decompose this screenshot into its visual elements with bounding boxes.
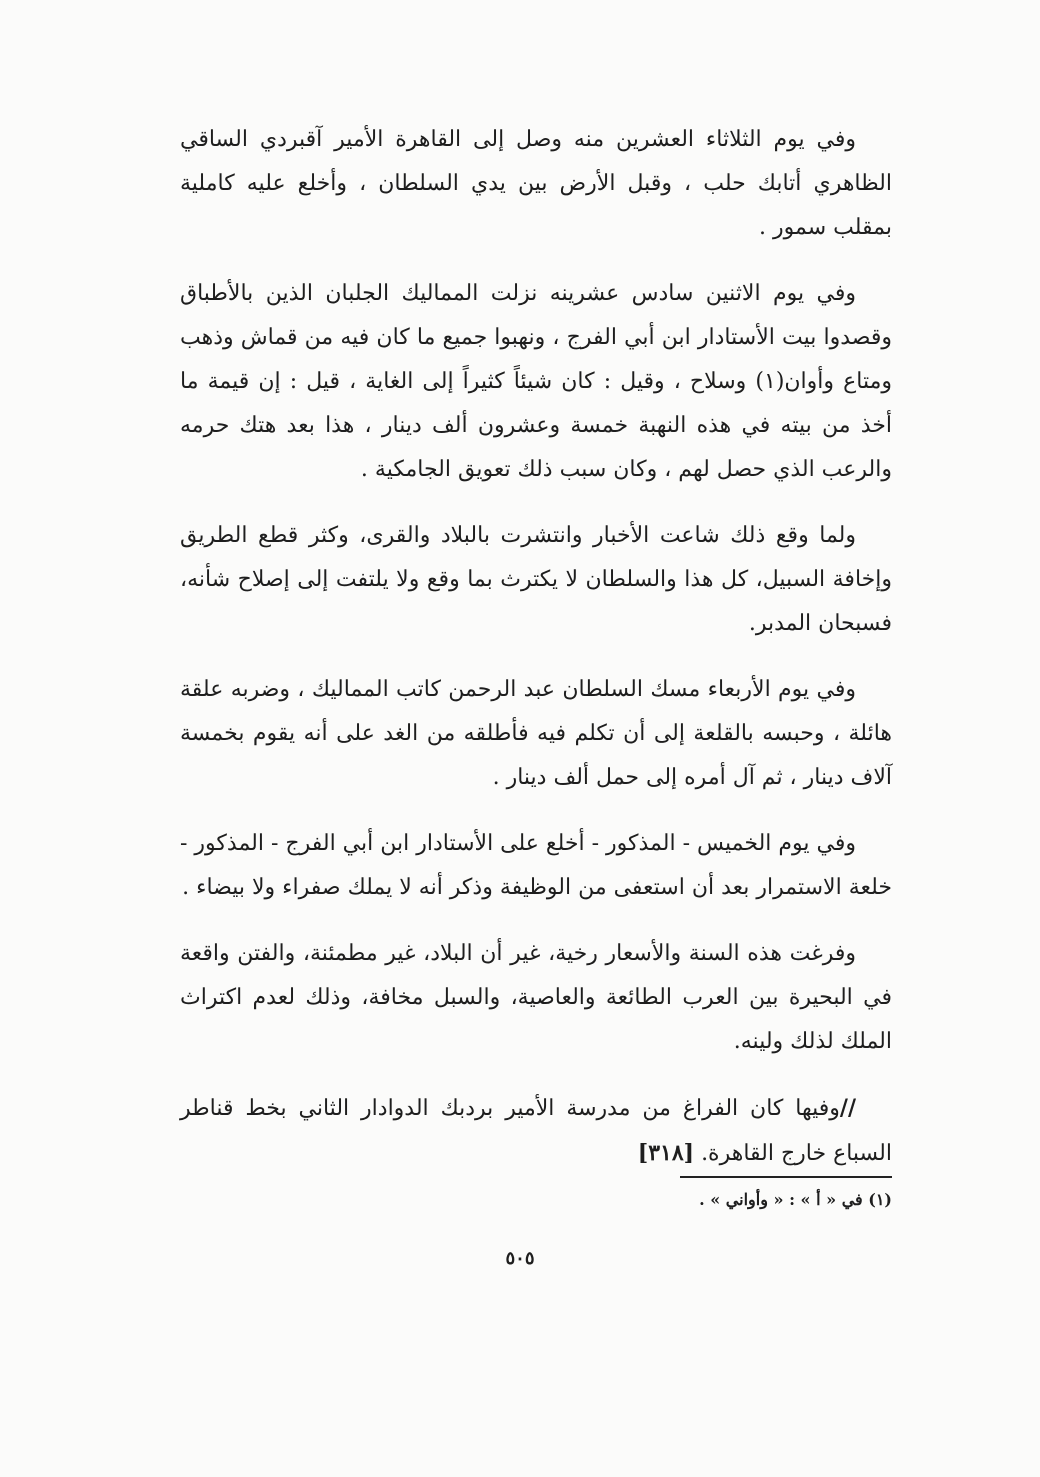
paragraph-marker: //: [839, 1095, 856, 1121]
page-number: ٥٠٥: [505, 1248, 535, 1269]
footnote-separator: [680, 1176, 892, 1178]
paragraph-3: ولما وقع ذلك شاعت الأخبار وانتشرت بالبلاد والقرى، وكثر قطع الطريق وإخافة السبيل، كل هذا والسلطان لا يكترث بما وقع ولا يلتفت إلى إصلاح شأنه، فسبحان المدبر.: [180, 523, 892, 636]
page-body: [180, 118, 892, 1198]
footnote: (١) في « أ » : « وأواني » .: [699, 1190, 892, 1209]
paragraph-5: وفي يوم الخميس - المذكور - أخلع على الأستادار ابن أبي الفرج - المذكور - خلعة الاستمرار بعد أن استعفى من الوظيفة وذكر أنه لا يملك صفراء ولا بيضاء .: [180, 831, 892, 900]
paragraph-7: [180, 1086, 892, 1176]
paragraph-1: وفي يوم الثلاثاء العشرين منه وصل إلى القاهرة الأمير آقبردي الساقي الظاهري أتابك حلب ، وقبل الأرض بين يدي السلطان ، وأخلع عليه كاملية بمقلب سمور .: [180, 127, 892, 240]
paragraph-2: وفي يوم الاثنين سادس عشرينه نزلت المماليك الجلبان الذين بالأطباق وقصدوا بيت الأستادار ابن أبي الفرج ، ونهبوا جميع ما كان فيه من قماش وذهب ومتاع وأوان(١) وسلاح ، وقيل : كان شيئاً كثيراً إلى الغاية ، قيل : إن قيمة ما أخذ من بيته في هذه النهبة خمسة وعشرون ألف دينار ، هذا بعد هتك حرمه والرعب الذي حصل لهم ، وكان سبب ذلك تعويق الجامكية .: [180, 281, 892, 482]
paragraph-7-text: وفيها كان الفراغ من مدرسة الأمير بردبك الدوادار الثاني بخط قناطر السباع خارج القاهرة.: [180, 1096, 892, 1166]
paragraph-4: وفي يوم الأربعاء مسك السلطان عبد الرحمن كاتب المماليك ، وضربه علقة هائلة ، وحبسه بالقلعة إلى أن تكلم فيه فأطلقه من الغد على أنه يقوم بخمسة آلاف دينار ، ثم آل أمره إلى حمل ألف دينار .: [180, 677, 892, 790]
margin-note: [٣١٨]: [637, 1140, 695, 1166]
paragraph-6: وفرغت هذه السنة والأسعار رخية، غير أن البلاد، غير مطمئنة، والفتن واقعة في البحيرة بين العرب الطائعة والعاصية، والسبل مخافة، وذلك لعدم اكتراث الملك لذلك ولينه.: [180, 941, 892, 1054]
